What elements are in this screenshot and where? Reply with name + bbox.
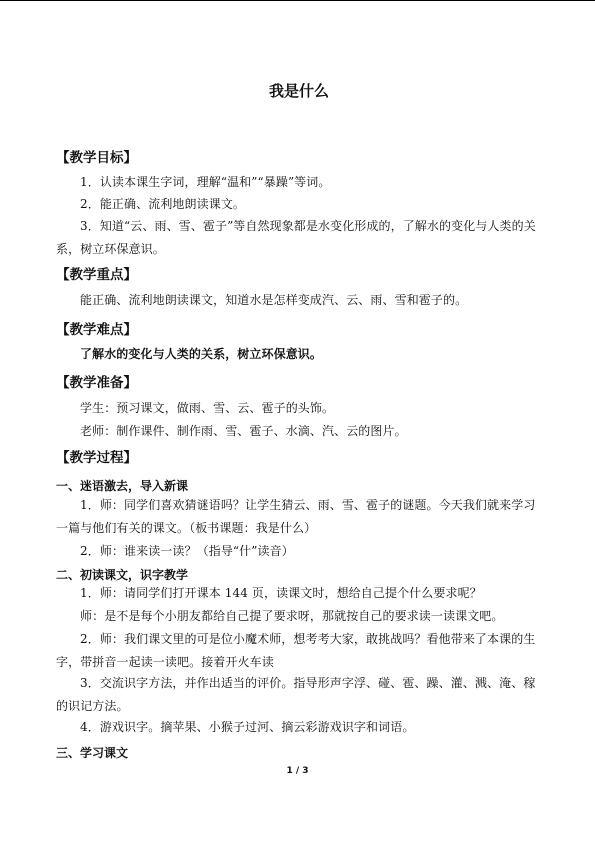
heading-key: 【教学重点】: [56, 267, 137, 283]
process-part3-title: 三、学习课文: [56, 746, 129, 760]
heading-goals: 【教学目标】: [56, 150, 137, 166]
part2-item-3: 2．师：我们课文里的可是位小魔术师，想考考大家，敢挑战吗？看他带来了本课的生字，带拼音一起读一读吧。接着开火车读: [56, 632, 536, 669]
goal-item-3: 3．知道“云、雨、雪、雹子”等自然现象都是水变化形成的，了解水的变化与人类的关系，树立环保意识。: [56, 219, 536, 256]
page-number: 1 / 3: [286, 766, 309, 776]
heading-process: 【教学过程】: [56, 450, 137, 466]
page-title: 我是什么: [268, 82, 329, 100]
process-part2-title: 二、初读课文，识字教学: [56, 568, 189, 582]
part2-item-4: 3．交流识字方法，并作出适当的评价。指导形声字浮、碰、雹、躁、灌、溅、淹、稼的识记方法。: [56, 676, 536, 713]
heading-prep: 【教学准备】: [56, 375, 137, 391]
key-text: 能正确、流利地朗读课文，知道水是怎样变成汽、云、雨、雪和雹子的。: [80, 293, 468, 307]
top-rule: [0, 0, 595, 1]
difficulty-text: 了解水的变化与人类的关系，树立环保意识。: [80, 347, 323, 361]
prep-item-1: 学生：预习课文，做雨、雪、云、雹子的头饰。: [80, 401, 335, 415]
part1-item-1: 1．师：同学们喜欢猜谜语吗？让学生猜云、雨、雪、雹子的谜题。今天我们就来学习一篇与他们有关的课文。（板书课题：我是什么）: [56, 498, 536, 535]
part2-item-2: 师：是不是每个小朋友都给自己提了要求呀，那就按自己的要求读一读课文吧。: [80, 609, 504, 623]
part2-item-5: 4．游戏识字。摘苹果、小猴子过河、摘云彩游戏识字和词语。: [80, 720, 415, 734]
goal-item-2: 2．能正确、流利地朗读课文。: [80, 197, 246, 211]
prep-item-2: 老师：制作课件、制作雨、雪、雹子、水滴、汽、云的图片。: [80, 424, 407, 438]
process-part1-title: 一、迷语激去，导入新课: [56, 479, 189, 493]
heading-difficulty: 【教学难点】: [56, 322, 137, 338]
goal-item-1: 1．认读本课生字词，理解“温和”“暴躁”等词。: [80, 175, 331, 189]
part2-item-1: 1．师：请同学们打开课本 144 页，读课文时，想给自己提个什么要求呢？: [80, 586, 482, 600]
part1-item-2: 2．师：谁来读一读？（指导“什”读音）: [80, 544, 294, 558]
